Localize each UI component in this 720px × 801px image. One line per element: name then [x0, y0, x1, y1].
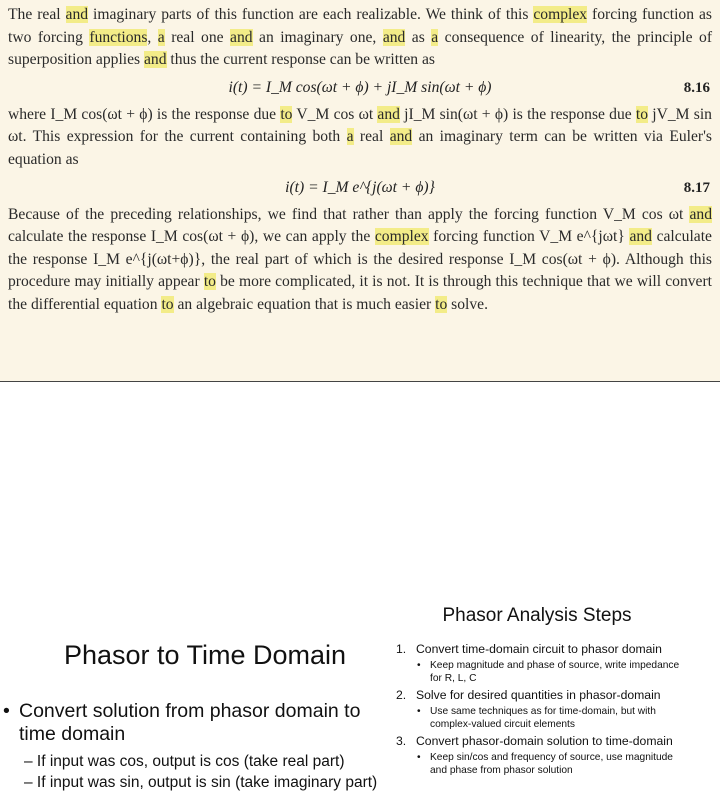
bullet-symbol: • [3, 700, 10, 722]
step-detail [392, 705, 692, 731]
text-run: consequence of linearity, the principle of superposition applies [8, 28, 713, 69]
bullet-symbol: • [417, 706, 421, 717]
step-detail-text: Use same techniques as for time-domain, but with complex-valued circuit elements [430, 706, 656, 730]
slide-title: Phasor Analysis Steps [442, 605, 632, 626]
highlighted-word: and [65, 6, 89, 23]
main-bullet [3, 700, 398, 746]
text-run: as [405, 28, 432, 46]
step-item [392, 688, 692, 703]
step-detail-text: Keep magnitude and phase of source, write impedance for R, L, C [430, 660, 680, 684]
highlighted-word: and [382, 28, 406, 46]
text-run: jV_M sin ωt. This expression for the current containing both [8, 105, 712, 146]
step-item [392, 734, 692, 749]
text-run: real one [164, 28, 231, 46]
text-run: V_M cos ωt [292, 105, 378, 123]
highlighted-word: to [161, 295, 174, 313]
sub-bullet-list [24, 751, 377, 793]
highlighted-word: and [629, 228, 652, 246]
equation-number: 8.17 [683, 179, 710, 196]
step-number: 2. [396, 688, 407, 702]
text-run: thus the current response can be written as [166, 51, 435, 69]
bullet-text: Convert solution from phasor domain to time domain [19, 700, 361, 745]
highlighted-word: to [435, 295, 448, 313]
bullet-symbol: • [417, 752, 421, 763]
step-number: 1. [396, 642, 407, 656]
excerpt-paragraph-2 [8, 104, 712, 172]
text-run: Because of the preceding relationships, we find that rather than apply the forcing function V_M cos ωt [8, 205, 690, 223]
bullet-symbol: • [417, 660, 421, 671]
highlighted-word: to [635, 105, 649, 123]
text-run: calculate the response I_M cos(ωt + ϕ), we can apply the [8, 228, 375, 246]
sub-bullet: – If input was sin, output is sin (take imaginary part) [24, 774, 378, 791]
step-detail-text: Keep sin/cos and frequency of source, use magnitude and phase from phasor solution [430, 752, 673, 776]
step-text: Convert phasor-domain solution to time-domain [416, 734, 673, 748]
highlighted-word: to [280, 105, 293, 123]
highlighted-word: and [230, 28, 253, 46]
slide-phasor-analysis-steps [392, 600, 720, 801]
highlighted-word: a [346, 128, 354, 146]
equation-8-16 [8, 72, 712, 104]
text-run: real [353, 128, 390, 146]
text-run: an imaginary one, [252, 28, 383, 46]
text-run: forcing function as two forcing [8, 6, 712, 46]
highlighted-word: functions [89, 28, 148, 46]
text-run: where I_M cos(ωt + ϕ) is the response due [8, 105, 281, 123]
highlighted-word: complex [533, 6, 588, 23]
text-run: imaginary parts of this function are each realizable. We think of this [88, 6, 534, 23]
highlighted-word: to [203, 273, 216, 291]
highlighted-word: a [157, 28, 165, 46]
step-detail [392, 659, 692, 685]
text-run: calculate the response I_M e^{j(ωt+ϕ)}, the real part of which is the desired response I_M cos(ωt + ϕ). Although this procedure may initially appear [8, 228, 712, 291]
text-run: an algebraic equation that is much easier [173, 295, 436, 313]
highlighted-word: a [431, 28, 439, 46]
highlighted-word: and [689, 205, 712, 223]
step-text: Solve for desired quantities in phasor-domain [416, 688, 661, 702]
step-number: 3. [396, 734, 407, 748]
step-item [392, 642, 692, 657]
equation-text: i(t) = I_M cos(ωt + ϕ) + jI_M sin(ωt + ϕ) [228, 78, 492, 96]
equation-text: i(t) = I_M e^{j(ωt + ϕ)} [285, 178, 435, 196]
text-run: an imaginary term can be written via Euler's equation as [8, 128, 712, 168]
textbook-excerpt [0, 0, 720, 382]
text-run: The real [8, 6, 66, 23]
text-run: forcing function V_M e^{jωt} [428, 228, 630, 246]
equation-8-17 [8, 172, 712, 204]
highlighted-word: and [377, 105, 400, 123]
sub-bullet: – If input was cos, output is cos (take real part) [24, 753, 345, 770]
step-detail [392, 751, 692, 777]
slide-phasor-to-time-domain [0, 600, 400, 801]
text-run: , [147, 28, 158, 46]
highlighted-word: complex [374, 228, 429, 246]
text-run: jI_M sin(ωt + ϕ) is the response due [399, 105, 636, 123]
text-run: be more complicated, it is not. It is through this technique that we will convert the differential equation [8, 273, 712, 313]
excerpt-paragraph-1 [8, 4, 712, 72]
steps-list [392, 642, 692, 780]
slide-title: Phasor to Time Domain [63, 640, 347, 670]
text-run: solve. [447, 295, 488, 313]
highlighted-word: and [389, 128, 413, 146]
excerpt-paragraph-3 [8, 204, 712, 317]
step-text: Convert time-domain circuit to phasor domain [416, 642, 662, 656]
highlighted-word: and [144, 51, 167, 69]
equation-number: 8.16 [683, 79, 710, 96]
